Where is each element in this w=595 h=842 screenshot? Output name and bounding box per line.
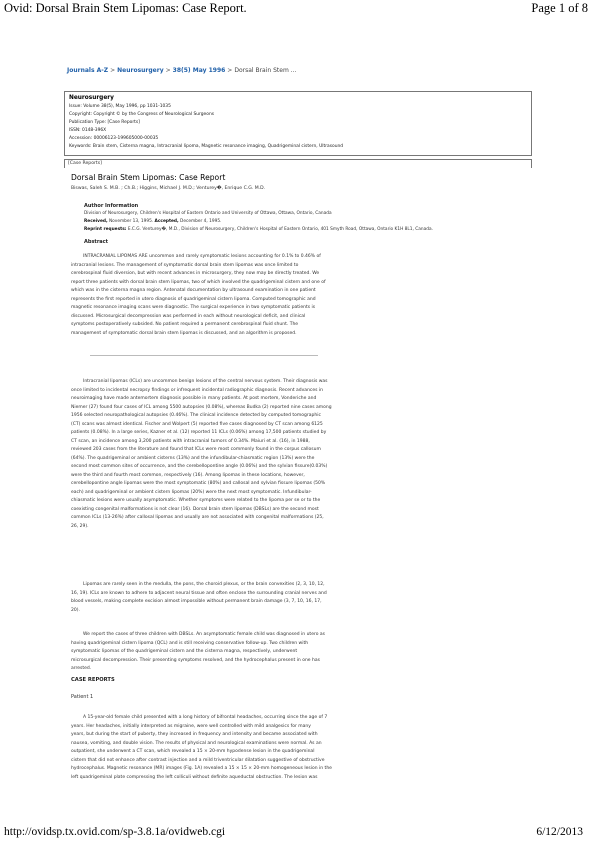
text-line: We report the cases of three children with DBSLs. An asymptomatic female child was diagnosed in utero as <box>83 632 325 637</box>
text-line: (64%). The quadrigeminal or ambient cisterns (13%) and the infundibular-chiasmatic region (13%) were the <box>71 455 315 461</box>
print-date: 6/12/2013 <box>536 826 583 838</box>
print-url: http://ovidsp.tx.ovid.com/sp-3.8.1a/ovidweb.cgi <box>4 826 226 838</box>
copyright-line: Copyright: Copyright © by the Congress of Neurological Surgeons <box>69 112 215 117</box>
text-line: left quadrigeminal plate compressing the left colliculi without definite aqueductal obstruction. The lesion was <box>71 774 318 780</box>
text-line: (CT) scans was almost identical. Fischer and Wolpert (5) reported five cases diagnosed by CT scan among 6125 <box>71 421 323 427</box>
text-line: CT scan, an incidence among 3,200 patients with intracranial tumors of 0.34%. Maiuri et al. (16), in 1988, <box>71 438 310 444</box>
breadcrumb-issue-link[interactable]: 38(5) May 1996 <box>172 67 226 74</box>
text-line: arrested. <box>71 666 92 671</box>
reprint-address: E.C.G. Venturey�, M.D., Division of Neurosurgery, Children's Hospital of Eastern Ontario, 401 Smyth Road, Ottawa, Ontario K1H 8L1, Canada. <box>126 227 433 232</box>
abstract-text <box>71 253 531 338</box>
article-authors: Biswas, Saleh S. M.B. ; Ch.B.; Higgins, Michael J. M.D.; Venturey�, Enrique C.G. M.D. <box>71 186 266 191</box>
publication-type-tag <box>64 159 532 168</box>
patient-1-paragraph <box>71 714 531 782</box>
text-line: symptoms postoperatively subsided. No patient required a permanent cerebrospinal fluid shunt. The <box>71 322 299 327</box>
text-line: outpatient, she underwent a CT scan, which revealed a 15 × 20-mm hypodense lesion in the quadrigeminal <box>71 749 315 754</box>
text-line: reviewed 203 cases from the literature and found that ICLs were most commonly found in the corpus callosum <box>71 447 321 452</box>
case-reports-heading: CASE REPORTS <box>71 677 115 683</box>
text-line: 20). <box>71 607 80 613</box>
text-line: A 15-year-old female child presented with a long history of bifrontal headaches, occurring since the age of 7 <box>83 715 328 720</box>
text-line: 16, 19). ICLs are known to adhere to adjacent neural tissue and often enclose the surrounding cranial nerves and <box>71 590 327 596</box>
text-line: cistern that did not enhance after contrast injection and a mild triventricular dilatation suggestive of obstructive <box>71 757 325 763</box>
received-label: Received, <box>84 219 108 224</box>
publication-type-line: Publication Type: [Case Reports] <box>69 120 140 125</box>
text-line: symptomatic lipomas of the quadrigeminal cistern and the cisterna magna, respectively, underwent <box>71 649 298 654</box>
text-line: which was in the cisterna magna region. Antenatal documentation by ultrasound examination in one patient <box>71 288 316 293</box>
text-line: blood vessels, making complete excision almost impossible without permanent brain damage (3, 7, 10, 16, 17, <box>71 599 322 604</box>
paragraph-lipoma-sites <box>71 581 531 615</box>
accepted-label: Accepted, <box>154 219 179 224</box>
text-line: report three patients with dorsal brain stem lipomas, two of which involved the quadrigeminal cistern and one of <box>71 279 326 285</box>
breadcrumb-separator: > <box>165 67 171 74</box>
author-affiliation: Division of Neurosurgery, Children's Hospital of Eastern Ontario and University of Ottawa, Ottawa, Ontario, Canada <box>84 211 332 216</box>
text-line: cerebellopontine angle lipomas were the most symptomatic (80%) and callosal and sylvian fissure lipomas (50% <box>71 481 326 486</box>
text-line: common ICLs (13-26%) after callosal lipomas and usually are not associated with congenital malformations (25, <box>71 515 324 520</box>
text-line: chiasmatic lesions were usually asymptomatic. Whether symptoms were related to the lipoma per se or to the <box>71 498 321 503</box>
issue-line: Issue: Volume 38(5), May 1996, pp 1031-1035 <box>69 104 171 109</box>
print-page-number: Page 1 of 8 <box>531 1 588 15</box>
text-line: 1956 selected neuropathological autopsies (0.46%). The clinical incidence detected by computed tomographic <box>71 413 321 418</box>
text-line: Niemer (27) found four cases of ICL among 5500 autopsies (0.08%), whereas Budka (2) reported nine cases among <box>71 404 332 410</box>
accession-line: Accession: 00006123-199605000-00035 <box>69 136 159 141</box>
introduction-paragraph <box>71 378 531 531</box>
received-accepted-dates <box>84 218 221 226</box>
browser-print-header <box>0 0 595 20</box>
text-line: intracranial lesions. The management of symptomatic dorsal brain stem lipomas was once limited to <box>71 262 299 268</box>
breadcrumb-current: Dorsal Brain Stem ... <box>234 67 297 74</box>
abstract-heading: Abstract <box>84 239 109 245</box>
reprint-requests <box>84 226 433 234</box>
keywords-line: Keywords: Brain stem, Cisterna magna, Intracranial lipoma, Magnetic resonance imaging, Quadrigeminal cistern, Ultrasound <box>69 144 344 149</box>
text-line: hydrocephalus. Magnetic resonance (MR) images (Fig. 1A) revealed a 15 × 15 × 20-mm homogeneous lesion in the <box>71 766 332 771</box>
text-line: second most common sites of occurrence, and the cerebellopontine angle (0.06%) and the sylvian fissure(0.03%) <box>71 464 328 469</box>
reprint-label: Reprint requests: <box>84 227 127 232</box>
text-line: years. Her headaches, initially interpreted as migraine, were well controlled with mild analgesics for many <box>71 723 311 729</box>
text-line: cerebrospinal fluid diversion, but with recent advances in microsurgery, they now may be directly treated. We <box>71 271 320 276</box>
publication-type-tag-label: [Case Reports] <box>68 161 102 166</box>
citation-metadata-box <box>64 91 532 156</box>
breadcrumb-separator: > <box>227 67 233 74</box>
text-line: were the third and fourth most common, respectively (16). Among lipomas in these locations, however, <box>71 472 305 478</box>
text-line: microsurgical decompression. Their presenting symptoms resolved, and the hydrocephalus present in one has <box>71 657 320 663</box>
paragraph-case-summary <box>71 631 531 674</box>
text-line: Lipomas are rarely seen in the medulla, the pons, the choroid plexus, or the brain convexities (2, 3, 10, 12, <box>83 582 325 587</box>
text-line: represents the first reported in utero diagnosis of quadrigeminal cistern lipoma. Computed tomographic and <box>71 296 316 302</box>
article-title: Dorsal Brain Stem Lipomas: Case Report <box>71 173 226 182</box>
issn-line: ISSN: 0148-396X <box>69 128 107 133</box>
text-line: having quadrigeminal cistern lipoma (QCL) and is still receiving conservative follow-up. Two children with <box>71 640 309 646</box>
text-line: magnetic resonance imaging scans were diagnostic. The surgical experience in two symptomatic patients is <box>71 305 316 310</box>
text-line: coexisting congenital malformations is not clear (16). Dorsal brain stem lipomas (DBSLs) are the second most <box>71 506 319 512</box>
breadcrumb-journals-link[interactable]: Journals A-Z <box>67 67 109 74</box>
breadcrumb-separator: > <box>110 67 116 74</box>
browser-print-footer <box>0 826 595 842</box>
text-line: nausea, vomiting, and double vision. The results of physical and neurological examinations were normal. As an <box>71 740 322 746</box>
print-title: Ovid: Dorsal Brain Stem Lipomas: Case Report. <box>4 1 247 15</box>
author-information-heading: Author Information <box>84 203 139 209</box>
breadcrumb-neurosurgery-link[interactable]: Neurosurgery <box>117 67 164 74</box>
text-line: management of symptomatic dorsal brain stem lipomas is discussed, and an algorithm is proposed. <box>71 330 297 336</box>
accepted-date: December 4, 1995. <box>178 219 222 224</box>
breadcrumb <box>67 67 296 74</box>
text-line: discussed. Microsurgical decompression was performed in each without neurological deficit, and clinical <box>71 313 306 319</box>
text-line: neuroimaging have made antemortem diagnosis possible in many patients. At post mortem, Vonderiche and <box>71 396 317 401</box>
text-line: each) and quadrigeminal or ambient cistern lipomas (20%) were the next most symptomatic. Infundibular- <box>71 489 312 495</box>
text-line: years, but during the start of puberty, they increased in frequency and intensity and became associated with <box>71 732 318 737</box>
received-date: November 13, 1995. <box>107 219 155 224</box>
text-line: INTRACRANIAL LIPOMAS ARE uncommon and rarely symptomatic lesions accounting for 0.1% to 0.46% of <box>83 254 321 259</box>
patient-1-heading: Patient 1 <box>71 694 94 700</box>
text-line: patients (0.08%). In a large series, Kazner et al. (12) reported 11 ICLs (0.06%) among 17,500 patients studied by <box>71 430 327 435</box>
journal-name: Neurosurgery <box>69 95 114 101</box>
text-line: once limited to incidental necropsy findings or infrequent incidental radiographic diagnosis. Recent advances in <box>71 387 324 393</box>
divider <box>90 355 318 356</box>
text-line: 26, 29). <box>71 523 89 529</box>
text-line: Intracranial lipomas (ICLs) are uncommon benign lesions of the central nervous system. Their diagnosis was <box>83 379 328 384</box>
